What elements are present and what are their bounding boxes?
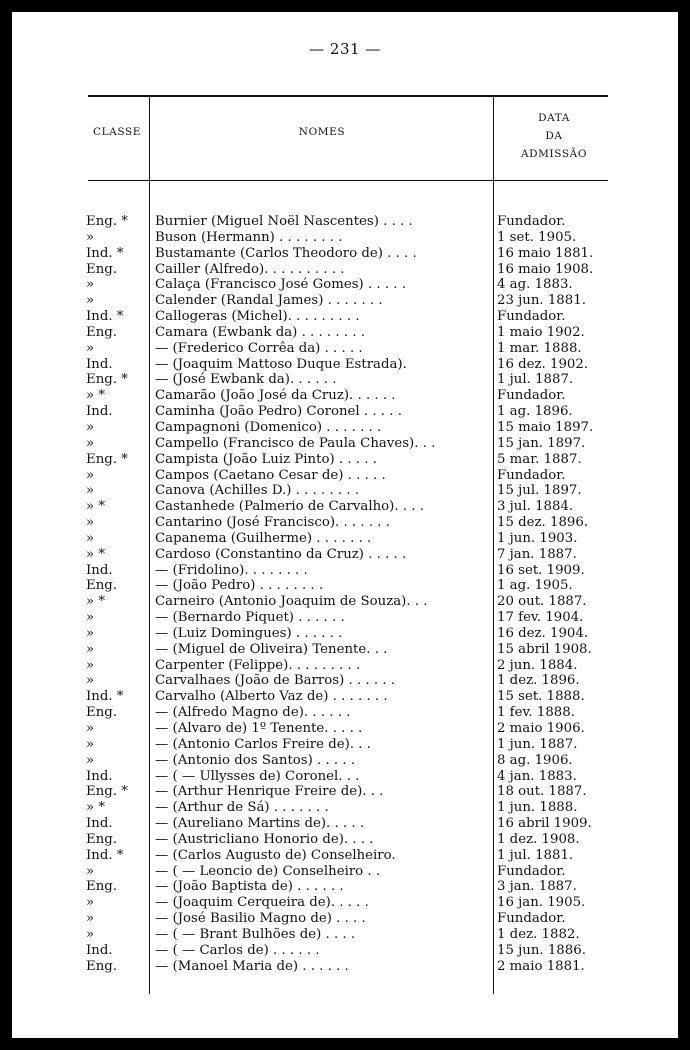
table-row bbox=[0, 594, 690, 610]
nome-cell: — (Alvaro de) 1º Tenente. . . . . bbox=[155, 721, 363, 736]
nome-cell: — (Austricliano Honorio de). . . . bbox=[155, 831, 374, 847]
table-row bbox=[0, 404, 690, 420]
classe-cell: » bbox=[86, 435, 95, 451]
data-admissao-cell: 1 set. 1905. bbox=[497, 229, 577, 245]
table-row bbox=[0, 784, 690, 800]
data-admissao-cell: 8 ag. 1906. bbox=[497, 752, 573, 768]
data-admissao-cell: Fundador. bbox=[497, 388, 566, 404]
table-row bbox=[0, 468, 690, 484]
table-header-rule bbox=[88, 180, 608, 181]
nome-cell: Cardoso (Constantino da Cruz) . . . . . bbox=[155, 546, 407, 562]
nome-cell: Campista (João Luiz Pinto) . . . . . bbox=[155, 451, 377, 467]
table-row bbox=[0, 388, 690, 404]
nome-cell: — (Alfredo Magno de). . . . . . bbox=[155, 705, 351, 721]
classe-cell: » bbox=[86, 515, 95, 531]
nome-cell: Calender (Randal James) . . . . . . . bbox=[155, 293, 383, 309]
classe-cell: Ind. * bbox=[86, 309, 124, 325]
classe-cell: Eng. * bbox=[86, 784, 128, 800]
data-admissao-cell: 15 set. 1888. bbox=[497, 689, 585, 705]
table-row bbox=[0, 578, 690, 594]
nome-cell: Cantarino (José Francisco). . . . . . . bbox=[155, 515, 390, 531]
classe-cell: Ind. bbox=[86, 942, 113, 958]
table-row bbox=[0, 832, 690, 848]
classe-cell: Eng. bbox=[86, 958, 118, 974]
data-admissao-cell: 2 jun. 1884. bbox=[497, 657, 578, 673]
classe-cell: Ind. bbox=[86, 562, 113, 578]
table-row bbox=[0, 879, 690, 895]
data-admissao-cell: 16 jan. 1905. bbox=[497, 895, 586, 911]
nome-cell: — (Antonio Carlos Freire de). . . bbox=[155, 736, 371, 752]
table-row bbox=[0, 436, 690, 452]
nome-cell: Campos (Caetano Cesar de) . . . . . bbox=[155, 467, 386, 483]
data-admissao-cell: 3 jul. 1884. bbox=[497, 499, 574, 515]
nome-cell: Burnier (Miguel Noël Nascentes) . . . . bbox=[155, 214, 413, 229]
table-row bbox=[0, 515, 690, 531]
header-data-line3: ADMISSÃO bbox=[520, 148, 588, 160]
nome-cell: Carvalhaes (João de Barros) . . . . . . bbox=[155, 673, 395, 689]
table-row bbox=[0, 737, 690, 753]
table-top-rule bbox=[88, 95, 608, 97]
nome-cell: — ( — Ullysses de) Coronel. . . bbox=[155, 768, 360, 784]
data-admissao-cell: 15 jun. 1886. bbox=[497, 942, 586, 958]
table-row bbox=[0, 372, 690, 388]
page-number: — 231 — bbox=[309, 40, 381, 58]
table-row bbox=[0, 357, 690, 373]
classe-cell: » bbox=[86, 483, 95, 499]
data-admissao-cell: 4 ag. 1883. bbox=[497, 277, 573, 293]
data-admissao-cell: 16 abril 1909. bbox=[497, 816, 592, 832]
data-admissao-cell: 2 maio 1906. bbox=[497, 721, 585, 736]
classe-cell: Ind. * bbox=[86, 245, 124, 261]
nome-cell: — (Arthur de Sá) . . . . . . . bbox=[155, 800, 329, 816]
header-classe: CLASSE bbox=[92, 126, 142, 138]
data-admissao-cell: 2 maio 1881. bbox=[497, 958, 585, 974]
classe-cell: Ind. bbox=[86, 816, 113, 832]
nome-cell: — ( — Carlos de) . . . . . . bbox=[155, 942, 320, 958]
data-admissao-cell: 15 jul. 1897. bbox=[497, 483, 582, 499]
nome-cell: Buson (Hermann) . . . . . . . . bbox=[155, 229, 343, 245]
table-row bbox=[0, 959, 690, 975]
table-row bbox=[0, 943, 690, 959]
classe-cell: Eng. bbox=[86, 879, 118, 895]
nome-cell: Campello (Francisco de Paula Chaves). . . bbox=[155, 435, 436, 451]
data-admissao-cell: Fundador. bbox=[497, 214, 566, 229]
classe-cell: » bbox=[86, 721, 95, 736]
classe-cell: » * bbox=[86, 800, 106, 816]
classe-cell: » bbox=[86, 673, 95, 689]
classe-cell: » * bbox=[86, 594, 106, 610]
table-row bbox=[0, 721, 690, 737]
nome-cell: — ( — Leoncio de) Conselheiro . . bbox=[155, 863, 381, 879]
nome-cell: — (Frederico Corrêa da) . . . . . bbox=[155, 340, 363, 356]
classe-cell: » bbox=[86, 610, 95, 626]
data-admissao-cell: 1 fev. 1888. bbox=[497, 705, 575, 721]
nome-cell: — (Manoel Maria de) . . . . . . bbox=[155, 958, 349, 974]
data-admissao-cell: 15 dez. 1896. bbox=[497, 515, 589, 531]
nome-cell: — (Aureliano Martins de). . . . . bbox=[155, 816, 365, 832]
data-admissao-cell: 1 dez. 1896. bbox=[497, 673, 580, 689]
data-admissao-cell: 1 ag. 1896. bbox=[497, 404, 573, 420]
table-row bbox=[0, 309, 690, 325]
table-row bbox=[0, 531, 690, 547]
classe-cell: » * bbox=[86, 499, 106, 515]
classe-cell: » bbox=[86, 419, 95, 435]
table-row bbox=[0, 927, 690, 943]
data-admissao-cell: 16 dez. 1904. bbox=[497, 625, 589, 641]
table-row bbox=[0, 563, 690, 579]
table-row bbox=[0, 753, 690, 769]
data-admissao-cell: 1 dez. 1882. bbox=[497, 926, 580, 942]
classe-cell: Ind. bbox=[86, 768, 113, 784]
table-row bbox=[0, 626, 690, 642]
nome-cell: Carpenter (Felippe). . . . . . . . . bbox=[155, 657, 361, 673]
table-row bbox=[0, 816, 690, 832]
nome-cell: — (João Pedro) . . . . . . . . bbox=[155, 578, 324, 594]
data-admissao-cell: 1 jun. 1888. bbox=[497, 800, 578, 816]
classe-cell: Ind. * bbox=[86, 689, 124, 705]
table-row bbox=[0, 420, 690, 436]
classe-cell: Eng. bbox=[86, 261, 118, 277]
data-admissao-cell: 16 maio 1881. bbox=[497, 245, 594, 261]
nome-cell: Caminha (João Pedro) Coronel . . . . . bbox=[155, 404, 402, 420]
table-row bbox=[0, 214, 690, 230]
table-row bbox=[0, 848, 690, 864]
classe-cell: » bbox=[86, 293, 95, 309]
data-admissao-cell: 20 out. 1887. bbox=[497, 594, 587, 610]
nome-cell: — (Miguel de Oliveira) Tenente. . . bbox=[155, 641, 388, 657]
classe-cell: » bbox=[86, 467, 95, 483]
nome-cell: — (Luiz Domingues) . . . . . . bbox=[155, 625, 343, 641]
table-row bbox=[0, 483, 690, 499]
table-row bbox=[0, 658, 690, 674]
table-row bbox=[0, 689, 690, 705]
data-admissao-cell: 1 jun. 1903. bbox=[497, 530, 578, 546]
data-admissao-cell: Fundador. bbox=[497, 467, 566, 483]
nome-cell: Camarão (João José da Cruz). . . . . . bbox=[155, 388, 396, 404]
data-admissao-cell: 17 fev. 1904. bbox=[497, 610, 584, 626]
data-admissao-cell: 15 jan. 1897. bbox=[497, 435, 586, 451]
nome-cell: — (José Ewbank da). . . . . . bbox=[155, 372, 337, 388]
table-row bbox=[0, 895, 690, 911]
nome-cell: — (Joaquim Mattoso Duque Estrada). bbox=[155, 356, 407, 372]
classe-cell: Ind. bbox=[86, 356, 113, 372]
nome-cell: Carvalho (Alberto Vaz de) . . . . . . . bbox=[155, 689, 388, 705]
nome-cell: Capanema (Guilherme) . . . . . . . bbox=[155, 530, 372, 546]
data-admissao-cell: 1 jul. 1881. bbox=[497, 847, 574, 863]
classe-cell: » bbox=[86, 736, 95, 752]
table-row bbox=[0, 293, 690, 309]
nome-cell: — (Carlos Augusto de) Conselheiro. bbox=[155, 847, 396, 863]
table-row bbox=[0, 642, 690, 658]
classe-cell: » bbox=[86, 277, 95, 293]
header-data-line2: DA bbox=[545, 130, 563, 142]
data-admissao-cell: 16 set. 1909. bbox=[497, 562, 585, 578]
data-admissao-cell: 18 out. 1887. bbox=[497, 784, 587, 800]
table-row bbox=[0, 277, 690, 293]
table-row bbox=[0, 864, 690, 880]
table-row bbox=[0, 547, 690, 563]
data-admissao-cell: 1 mar. 1888. bbox=[497, 340, 582, 356]
data-admissao-cell: 23 jun. 1881. bbox=[497, 293, 586, 309]
table-row bbox=[0, 452, 690, 468]
data-admissao-cell: 7 jan. 1887. bbox=[497, 546, 577, 562]
table-row bbox=[0, 911, 690, 927]
classe-cell: » bbox=[86, 530, 95, 546]
classe-cell: » * bbox=[86, 388, 106, 404]
data-admissao-cell: Fundador. bbox=[497, 911, 566, 927]
classe-cell: » bbox=[86, 863, 95, 879]
table-row bbox=[0, 769, 690, 785]
data-admissao-cell: 1 maio 1902. bbox=[497, 324, 585, 340]
nome-cell: Castanhede (Palmerio de Carvalho). . . . bbox=[155, 499, 424, 515]
data-admissao-cell: 5 mar. 1887. bbox=[497, 451, 582, 467]
nome-cell: Callogeras (Michel). . . . . . . . . bbox=[155, 309, 360, 325]
header-nomes: NOMES bbox=[298, 126, 346, 138]
data-admissao-cell: Fundador. bbox=[497, 863, 566, 879]
data-admissao-cell: Fundador. bbox=[497, 309, 566, 325]
classe-cell: Ind. bbox=[86, 404, 113, 420]
nome-cell: — (Joaquim Cerqueira de). . . . . bbox=[155, 895, 369, 911]
data-admissao-cell: 15 maio 1897. bbox=[497, 419, 594, 435]
nome-cell: — (Bernardo Piquet) . . . . . . bbox=[155, 610, 345, 626]
table-row bbox=[0, 246, 690, 262]
header-data-line1: DATA bbox=[538, 112, 570, 124]
nome-cell: Campagnoni (Domenico) . . . . . . . bbox=[155, 419, 382, 435]
data-admissao-cell: 15 abril 1908. bbox=[497, 641, 592, 657]
classe-cell: Eng. * bbox=[86, 372, 128, 388]
table-row bbox=[0, 499, 690, 515]
nome-cell: Canova (Achilles D.) . . . . . . . . bbox=[155, 483, 360, 499]
nome-cell: — (Antonio dos Santos) . . . . . bbox=[155, 752, 356, 768]
table-row bbox=[0, 230, 690, 246]
nome-cell: Calaça (Francisco José Gomes) . . . . . bbox=[155, 277, 406, 293]
classe-cell: » bbox=[86, 911, 95, 927]
classe-cell: Eng. bbox=[86, 831, 118, 847]
classe-cell: Eng. bbox=[86, 324, 118, 340]
classe-cell: » bbox=[86, 340, 95, 356]
nome-cell: — (José Basilio Magno de) . . . . bbox=[155, 911, 366, 927]
nome-cell: — (Fridolino). . . . . . . . bbox=[155, 562, 308, 578]
classe-cell: Eng. * bbox=[86, 451, 128, 467]
classe-cell: Eng. bbox=[86, 578, 118, 594]
data-admissao-cell: 16 dez. 1902. bbox=[497, 356, 589, 372]
table-row bbox=[0, 800, 690, 816]
data-admissao-cell: 1 jun. 1887. bbox=[497, 736, 578, 752]
nome-cell: Camara (Ewbank da) . . . . . . . . bbox=[155, 324, 365, 340]
nome-cell: Cailler (Alfredo). . . . . . . . . . bbox=[155, 261, 345, 277]
nome-cell: — (Arthur Henrique Freire de). . . bbox=[155, 784, 384, 800]
member-table bbox=[0, 214, 690, 975]
classe-cell: Ind. * bbox=[86, 847, 124, 863]
classe-cell: » bbox=[86, 657, 95, 673]
classe-cell: Eng. bbox=[86, 705, 118, 721]
table-row bbox=[0, 341, 690, 357]
classe-cell: » bbox=[86, 229, 95, 245]
classe-cell: » bbox=[86, 625, 95, 641]
nome-cell: — (João Baptista de) . . . . . . bbox=[155, 879, 344, 895]
data-admissao-cell: 4 jan. 1883. bbox=[497, 768, 577, 784]
nome-cell: Bustamante (Carlos Theodoro de) . . . . bbox=[155, 245, 417, 261]
table-row bbox=[0, 610, 690, 626]
data-admissao-cell: 1 jul. 1887. bbox=[497, 372, 574, 388]
classe-cell: » * bbox=[86, 546, 106, 562]
classe-cell: » bbox=[86, 641, 95, 657]
nome-cell: Carneiro (Antonio Joaquim de Souza). . . bbox=[155, 594, 428, 610]
data-admissao-cell: 3 jan. 1887. bbox=[497, 879, 577, 895]
classe-cell: » bbox=[86, 926, 95, 942]
classe-cell: » bbox=[86, 895, 95, 911]
data-admissao-cell: 1 ag. 1905. bbox=[497, 578, 573, 594]
table-row bbox=[0, 673, 690, 689]
classe-cell: Eng. * bbox=[86, 214, 128, 229]
table-row bbox=[0, 705, 690, 721]
nome-cell: — ( — Brant Bulhões de) . . . . bbox=[155, 926, 356, 942]
table-row bbox=[0, 262, 690, 278]
data-admissao-cell: 16 maio 1908. bbox=[497, 261, 594, 277]
table-row bbox=[0, 325, 690, 341]
classe-cell: » bbox=[86, 752, 95, 768]
data-admissao-cell: 1 dez. 1908. bbox=[497, 831, 580, 847]
